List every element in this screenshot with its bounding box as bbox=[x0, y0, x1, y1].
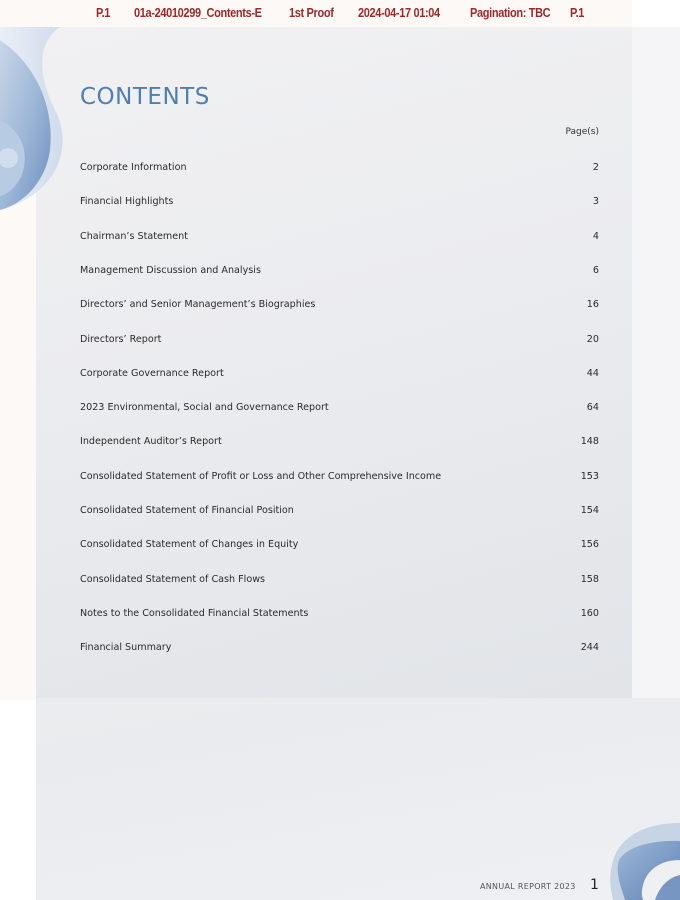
toc-entry-title: Independent Auditor’s Report bbox=[80, 436, 222, 448]
toc-entry-page: 6 bbox=[592, 264, 599, 276]
toc-entry[interactable] bbox=[80, 505, 599, 519]
toc-entry-page: 16 bbox=[586, 299, 599, 311]
toc-entry-title: Directors’ and Senior Management’s Biographies bbox=[80, 299, 316, 311]
toc-entry[interactable] bbox=[80, 334, 599, 348]
toc-entry-title: Chairman’s Statement bbox=[80, 230, 188, 242]
toc-entry-page: 148 bbox=[580, 436, 599, 448]
toc-entry[interactable] bbox=[80, 265, 599, 279]
toc-entry[interactable] bbox=[80, 299, 599, 313]
toc-entry[interactable] bbox=[80, 539, 599, 553]
toc-entry[interactable] bbox=[80, 608, 599, 622]
toc-entry-title: Notes to the Consolidated Financial Statements bbox=[80, 607, 309, 619]
toc-entry[interactable] bbox=[80, 471, 599, 485]
toc-entry-title: Consolidated Statement of Changes in Equity bbox=[80, 539, 299, 551]
toc-entry-title: 2023 Environmental, Social and Governance Report bbox=[80, 402, 329, 414]
toc-entry-title: Corporate Information bbox=[80, 162, 187, 173]
toc-entry-page: 158 bbox=[580, 573, 599, 585]
toc-entry-page: 160 bbox=[580, 607, 599, 619]
toc-entry-page: 44 bbox=[586, 367, 599, 379]
proof-page-left: P.1 bbox=[96, 6, 111, 20]
toc-entry-title: Consolidated Statement of Financial Position bbox=[80, 505, 294, 516]
footer-report-label: ANNUAL REPORT 2023 bbox=[480, 882, 576, 891]
proof-stage: 1st Proof bbox=[289, 6, 334, 20]
proof-file-name: 01a-24010299_Contents-E bbox=[134, 6, 262, 20]
toc-entry[interactable] bbox=[80, 436, 599, 450]
ribbon-decoration-bottom-right bbox=[605, 815, 680, 900]
toc-entry-page: 20 bbox=[586, 333, 599, 345]
toc-entry[interactable] bbox=[80, 231, 599, 245]
proof-timestamp: 2024-04-17 01:04 bbox=[358, 6, 440, 20]
toc-entry-page: 153 bbox=[580, 470, 599, 482]
page-title: CONTENTS bbox=[80, 84, 210, 110]
toc-entry-title: Consolidated Statement of Cash Flows bbox=[80, 573, 266, 585]
toc-entry-page: 154 bbox=[580, 505, 599, 516]
footer-page-number: 1 bbox=[590, 877, 599, 893]
toc-entry-title: Corporate Governance Report bbox=[80, 367, 224, 379]
toc-entry-page: 4 bbox=[592, 230, 599, 242]
toc-entry[interactable] bbox=[80, 368, 599, 382]
toc-entry-title: Directors’ Report bbox=[80, 333, 162, 345]
toc-entry[interactable] bbox=[80, 402, 599, 416]
toc-entry-title: Consolidated Statement of Profit or Loss and Other Comprehensive Income bbox=[80, 470, 442, 482]
proof-pagination: Pagination: TBC bbox=[470, 6, 551, 20]
toc-entry[interactable] bbox=[80, 574, 599, 588]
toc-entry-title: Financial Summary bbox=[80, 642, 172, 654]
toc-entry[interactable] bbox=[80, 642, 599, 656]
toc-entry[interactable] bbox=[80, 162, 599, 176]
contents-panel bbox=[36, 27, 632, 698]
toc-entry-title: Management Discussion and Analysis bbox=[80, 264, 261, 276]
toc-entry-page: 244 bbox=[580, 642, 599, 654]
toc-entry[interactable] bbox=[80, 196, 599, 210]
toc-entry-page: 2 bbox=[592, 162, 599, 173]
toc-entry-page: 64 bbox=[586, 402, 599, 414]
right-margin bbox=[632, 27, 680, 698]
toc-entry-page: 156 bbox=[580, 539, 599, 551]
toc-entry-title: Financial Highlights bbox=[80, 196, 174, 208]
pages-column-header: Page(s) bbox=[565, 127, 599, 137]
proof-bar bbox=[0, 0, 680, 27]
proof-page-right: P.1 bbox=[570, 6, 585, 20]
toc-entry-page: 3 bbox=[592, 196, 599, 208]
